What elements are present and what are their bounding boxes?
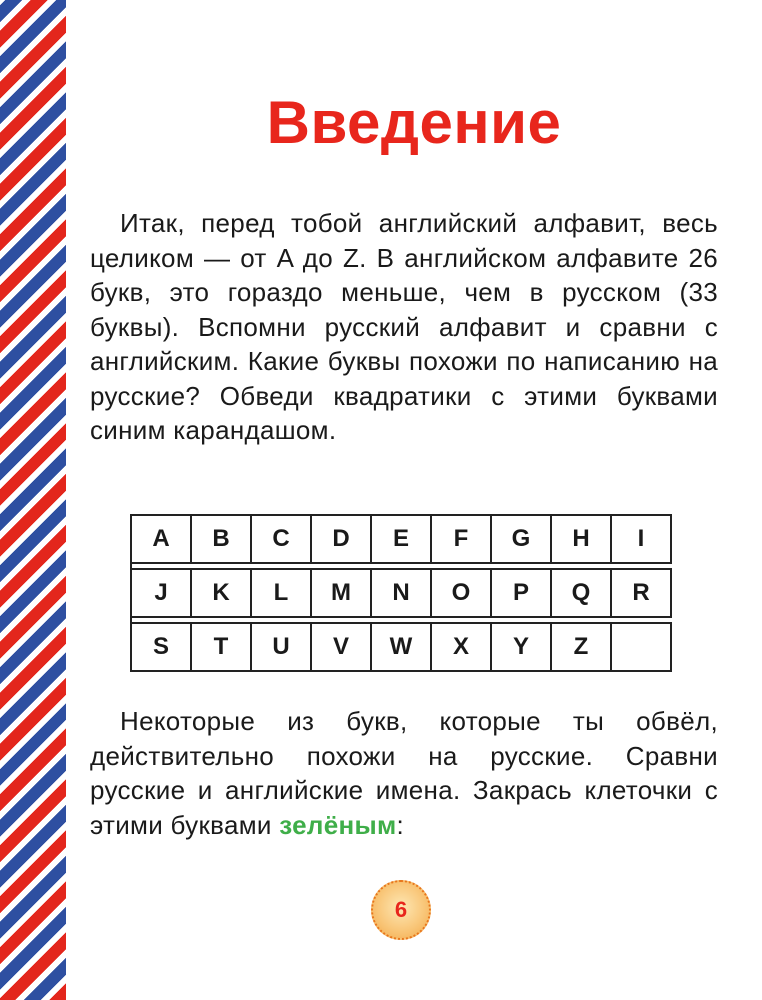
alphabet-cell[interactable]: B (192, 514, 252, 564)
alphabet-cell[interactable]: A (132, 514, 192, 564)
alphabet-cell[interactable]: F (432, 514, 492, 564)
alphabet-cell[interactable]: D (312, 514, 372, 564)
alphabet-cell[interactable]: X (432, 622, 492, 672)
decorative-stripe-border (0, 0, 66, 1000)
alphabet-cell[interactable]: H (552, 514, 612, 564)
alphabet-grid (130, 514, 672, 672)
alphabet-cell[interactable]: I (612, 514, 672, 564)
alphabet-cell[interactable]: M (312, 568, 372, 618)
alphabet-cell[interactable]: U (252, 622, 312, 672)
alphabet-cell[interactable] (612, 622, 672, 672)
alphabet-cell[interactable]: C (252, 514, 312, 564)
instruction-paragraph (90, 704, 718, 842)
alphabet-cell[interactable]: V (312, 622, 372, 672)
alphabet-cell[interactable]: O (432, 568, 492, 618)
alphabet-cell[interactable]: R (612, 568, 672, 618)
intro-paragraph: Итак, перед тобой английский алфавит, весь целиком — от A до Z. В английском алфавите 26 букв, это гораздо меньше, чем в русском (33 буквы). Вспомни русский алфавит и сравни с английским. Какие буквы похожи по написанию на русские? Обведи квадратики с этими буквами синим карандашом. (90, 208, 718, 445)
green-highlight-word: зелёным (279, 809, 397, 840)
alphabet-cell[interactable]: L (252, 568, 312, 618)
alphabet-cell[interactable]: J (132, 568, 192, 618)
alphabet-cell[interactable]: G (492, 514, 552, 564)
alphabet-cell[interactable]: E (372, 514, 432, 564)
alphabet-cell[interactable]: W (372, 622, 432, 672)
alphabet-cell[interactable]: Z (552, 622, 612, 672)
instruction-end: : (396, 809, 405, 840)
alphabet-cell[interactable]: T (192, 622, 252, 672)
page-number-badge: 6 (371, 880, 431, 940)
alphabet-cell[interactable]: K (192, 568, 252, 618)
alphabet-cell[interactable]: Y (492, 622, 552, 672)
alphabet-cell[interactable]: S (132, 622, 192, 672)
alphabet-cell[interactable]: Q (552, 568, 612, 618)
instruction-text: Некоторые из букв, которые ты обвёл, действительно похожи на русские. Сравни русские и английские имена. Закрась клеточки с этими буквами (90, 706, 718, 840)
alphabet-cell[interactable]: N (372, 568, 432, 618)
alphabet-cell[interactable]: P (492, 568, 552, 618)
page-title: Введение (266, 89, 562, 156)
